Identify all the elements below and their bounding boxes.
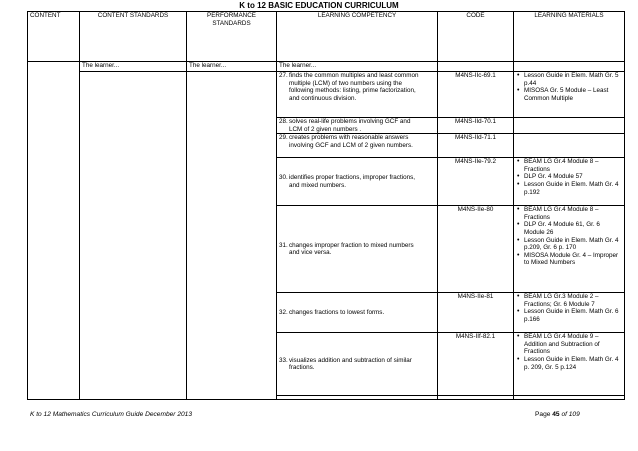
competency-code: M4NS-IId-70.1 [438,118,514,134]
learning-materials-cell [514,118,625,134]
competency-code: M4NS-IIc-69.1 [438,72,514,118]
material-item: • MISOSA Gr. 5 Module – Least Common Multiple [524,87,622,102]
header-learning-competency: LEARNING COMPETENCY [277,12,438,62]
empty-cell [438,396,514,400]
material-item: • BEAM LG Gr.4 Module 8 – Fractions [524,158,622,173]
empty-cell [514,62,625,72]
material-item: • BEAM LG Gr.4 Module 8 – Fractions [524,206,622,221]
competency-item: 33.visualizes addition and subtraction of similar fractions. [277,333,438,396]
page-title: K to 12 BASIC EDUCATION CURRICULUM [239,1,399,10]
material-item: • DLP Gr. 4 Module 57 [524,173,622,181]
header-code: CODE [438,12,514,62]
learning-materials-cell [514,134,625,158]
competency-item: 29.creates problems with reasonable answers involving GCF and LCM of 2 given numbers. [277,134,438,158]
material-item: • Lesson Guide in Elem. Math Gr. 5 p.44 [524,72,622,87]
competency-item: 27.finds the common multiples and least common multiple (LCM) of two numbers using the following methods: listing, prime factorization, and continuous division. [277,72,438,118]
competency-item: 32.changes fractions to lowest forms. [277,293,438,333]
header-learning-materials: LEARNING MATERIALS [514,12,625,62]
competency-code: M4NS-IId-71.1 [438,134,514,158]
competency-code: M4NS-IIe-80 [438,206,514,293]
competency-code: M4NS-IIf-82.1 [438,333,514,396]
material-item: • Lesson Guide in Elem. Math Gr. 4 p. 209, Gr. 5 p.124 [524,356,622,371]
empty-cell [514,396,625,400]
header-content-standards: CONTENT STANDARDS [80,12,187,62]
competency-code: M4NS-IIe-81 [438,293,514,333]
material-item: • BEAM LG Gr.3 Module 2 – Fractions; Gr. 6 Module 7 [524,293,622,308]
material-item: • DLP Gr. 4 Module 61, Gr. 6 Module 26 [524,221,622,236]
learner-label: The learner... [277,62,438,72]
header-content: CONTENT [28,12,80,62]
empty-cell [438,62,514,72]
learning-materials-cell [514,206,625,293]
material-item: • BEAM LG Gr.4 Module 9 – Addition and Subtraction of Fractions [524,333,622,356]
learning-materials-cell [514,158,625,206]
learner-label: The learner... [187,62,277,72]
learning-materials-cell [514,333,625,396]
page-number [535,411,580,418]
competency-code: M4NS-IIe-79.2 [438,158,514,206]
header-performance-standards: PERFORMANCE STANDARDS [187,12,277,62]
content-cell [28,62,80,400]
material-item: • MISOSA Module Gr. 4 – Improper to Mixed Numbers [524,252,622,267]
page-total: of 109 [561,411,580,418]
competency-item: 28.solves real-life problems involving GCF and LCM of 2 given numbers . [277,118,438,134]
footer-document-title: K to 12 Mathematics Curriculum Guide December 2013 [30,411,192,418]
competency-item: 30.identifies proper fractions, improper fractions, and mixed numbers. [277,158,438,206]
content-standards-cell [80,72,187,400]
material-item: • Lesson Guide in Elem. Math Gr. 6 p.166 [524,308,622,323]
learner-label: The learner... [80,62,187,72]
page-current: 45 [552,411,560,418]
material-item: • Lesson Guide in Elem. Math Gr. 4 p.192 [524,181,622,196]
competency-item: 31.changes improper fraction to mixed numbers and vice versa. [277,206,438,293]
learning-materials-cell [514,72,625,118]
material-item: • Lesson Guide in Elem. Math Gr. 4 p.209, Gr. 6 p. 170 [524,237,622,252]
performance-standards-cell [187,72,277,400]
curriculum-table [27,11,625,400]
page-label: Page [535,411,551,418]
empty-cell [277,396,438,400]
learning-materials-cell [514,293,625,333]
